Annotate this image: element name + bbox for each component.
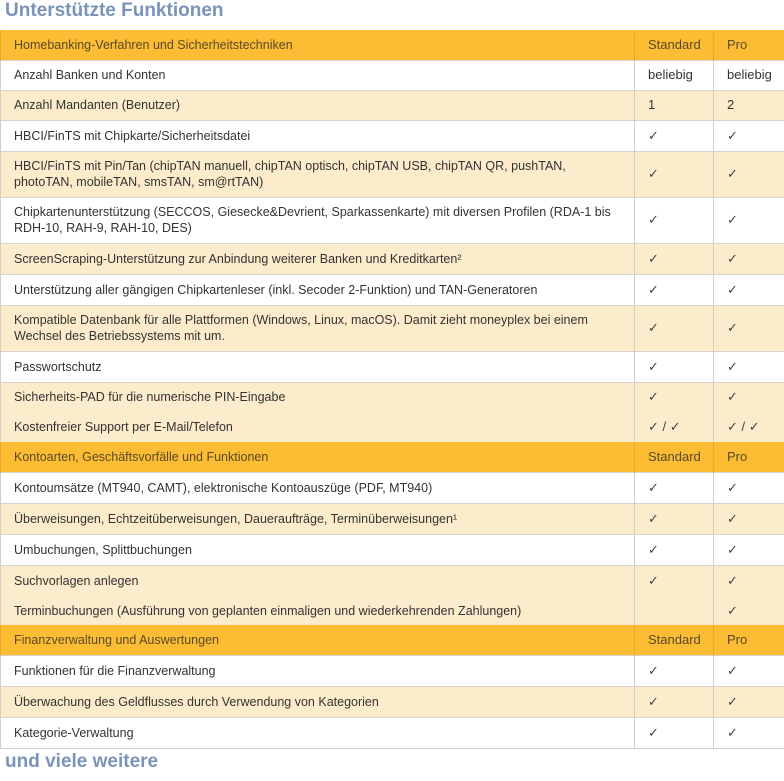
pro-check-icon: ✓ xyxy=(714,686,784,717)
table-row xyxy=(1,274,784,305)
feature-label: Kostenfreier Support per E-Mail/Telefon xyxy=(1,412,635,442)
pro-check-icon: ✓ xyxy=(714,472,784,503)
table-row xyxy=(1,686,784,717)
table-row xyxy=(1,534,784,565)
column-standard: Standard xyxy=(635,30,714,60)
standard-check-icon: ✓ xyxy=(635,655,714,686)
feature-label: Sicherheits-PAD für die numerische PIN-Eingabe xyxy=(1,382,635,412)
pro-check-icon: ✓ xyxy=(714,274,784,305)
pro-check-icon: ✓ xyxy=(714,717,784,748)
feature-label: Kontoumsätze (MT940, CAMT), elektronische Kontoauszüge (PDF, MT940) xyxy=(1,472,635,503)
standard-value: 1 xyxy=(635,90,714,120)
pro-check-icon: ✓ xyxy=(714,243,784,274)
section-header-kontoarten xyxy=(1,442,784,472)
column-standard: Standard xyxy=(635,442,714,472)
feature-label: HBCI/FinTS mit Chipkarte/Sicherheitsdatei xyxy=(1,120,635,151)
feature-label: HBCI/FinTS mit Pin/Tan (chipTAN manuell, chipTAN optisch, chipTAN USB, chipTAN QR, pushTAN, photoTAN, mobileTAN, smsTAN, sm@rtTAN) xyxy=(1,151,635,197)
pro-check-icon: ✓ xyxy=(714,120,784,151)
page-title: Unterstützte Funktionen xyxy=(0,0,784,30)
table-row xyxy=(1,351,784,382)
feature-label: Kategorie-Verwaltung xyxy=(1,717,635,748)
standard-check-icon: ✓ xyxy=(635,565,714,596)
table-row xyxy=(1,596,784,625)
feature-label: Suchvorlagen anlegen xyxy=(1,565,635,596)
standard-check-icon: ✓ xyxy=(635,472,714,503)
feature-label: Überwachung des Geldflusses durch Verwendung von Kategorien xyxy=(1,686,635,717)
table-row xyxy=(1,503,784,534)
standard-check-icon: ✓ xyxy=(635,197,714,243)
standard-check-icon: ✓ xyxy=(635,717,714,748)
standard-check-icon: ✓ xyxy=(635,305,714,351)
standard-value xyxy=(635,596,714,625)
feature-label: Überweisungen, Echtzeitüberweisungen, Daueraufträge, Terminüberweisungen¹ xyxy=(1,503,635,534)
standard-check-icon: ✓ xyxy=(635,274,714,305)
section-label: Finanzverwaltung und Auswertungen xyxy=(1,625,635,655)
column-pro: Pro xyxy=(714,30,784,60)
standard-check-icon: ✓ xyxy=(635,686,714,717)
section-header-finanzverwaltung xyxy=(1,625,784,655)
feature-label: ScreenScraping-Unterstützung zur Anbindung weiterer Banken und Kreditkarten² xyxy=(1,243,635,274)
standard-check-icon: ✓ xyxy=(635,120,714,151)
table-row xyxy=(1,717,784,748)
feature-label: Funktionen für die Finanzverwaltung xyxy=(1,655,635,686)
pro-value: beliebig xyxy=(714,60,784,90)
table-row xyxy=(1,60,784,90)
feature-label: Anzahl Mandanten (Benutzer) xyxy=(1,90,635,120)
feature-label: Passwortschutz xyxy=(1,351,635,382)
feature-label: Umbuchungen, Splittbuchungen xyxy=(1,534,635,565)
feature-label: Unterstützung aller gängigen Chipkartenleser (inkl. Secoder 2-Funktion) und TAN-Generatoren xyxy=(1,274,635,305)
pro-check-icon: ✓ xyxy=(714,305,784,351)
table-row xyxy=(1,382,784,412)
section-label: Homebanking-Verfahren und Sicherheitstechniken xyxy=(1,30,635,60)
table-row xyxy=(1,472,784,503)
column-standard: Standard xyxy=(635,625,714,655)
feature-label: Terminbuchungen (Ausführung von geplanten einmaligen und wiederkehrenden Zahlungen) xyxy=(1,596,635,625)
feature-label: Anzahl Banken und Konten xyxy=(1,60,635,90)
column-pro: Pro xyxy=(714,625,784,655)
table-row xyxy=(1,305,784,351)
feature-comparison-table xyxy=(0,30,784,749)
pro-value: 2 xyxy=(714,90,784,120)
standard-check-icon: ✓ xyxy=(635,151,714,197)
table-row xyxy=(1,412,784,442)
table-row xyxy=(1,565,784,596)
section-header-homebanking xyxy=(1,30,784,60)
pro-check-icon: ✓ xyxy=(714,565,784,596)
standard-check-icon: ✓ xyxy=(635,534,714,565)
standard-check-icon: ✓ xyxy=(635,351,714,382)
column-pro: Pro xyxy=(714,442,784,472)
feature-label: Kompatible Datenbank für alle Plattformen (Windows, Linux, macOS). Damit zieht moneyplex bei einem Wechsel des Betriebssystems mit um. xyxy=(1,305,635,351)
standard-check-icon: ✓ xyxy=(635,503,714,534)
table-row xyxy=(1,197,784,243)
table-row xyxy=(1,90,784,120)
pro-check-icon: ✓ xyxy=(714,534,784,565)
standard-check-icon: ✓ xyxy=(635,243,714,274)
table-row xyxy=(1,243,784,274)
pro-check-icon: ✓ xyxy=(714,382,784,412)
feature-label: Chipkartenunterstützung (SECCOS, Giesecke&Devrient, Sparkassenkarte) mit diversen Profilen (RDA-1 bis RDH-10, RAH-9, RAH-10, DES) xyxy=(1,197,635,243)
standard-value: beliebig xyxy=(635,60,714,90)
pro-check-icon: ✓ / ✓ xyxy=(714,412,784,442)
pro-check-icon: ✓ xyxy=(714,655,784,686)
pro-check-icon: ✓ xyxy=(714,197,784,243)
section-label: Kontoarten, Geschäftsvorfälle und Funktionen xyxy=(1,442,635,472)
table-row xyxy=(1,655,784,686)
pro-check-icon: ✓ xyxy=(714,503,784,534)
table-row xyxy=(1,120,784,151)
footer-title: und viele weitere xyxy=(0,751,784,781)
standard-check-icon: ✓ xyxy=(635,382,714,412)
pro-check-icon: ✓ xyxy=(714,596,784,625)
pro-check-icon: ✓ xyxy=(714,151,784,197)
pro-check-icon: ✓ xyxy=(714,351,784,382)
table-row xyxy=(1,151,784,197)
standard-check-icon: ✓ / ✓ xyxy=(635,412,714,442)
